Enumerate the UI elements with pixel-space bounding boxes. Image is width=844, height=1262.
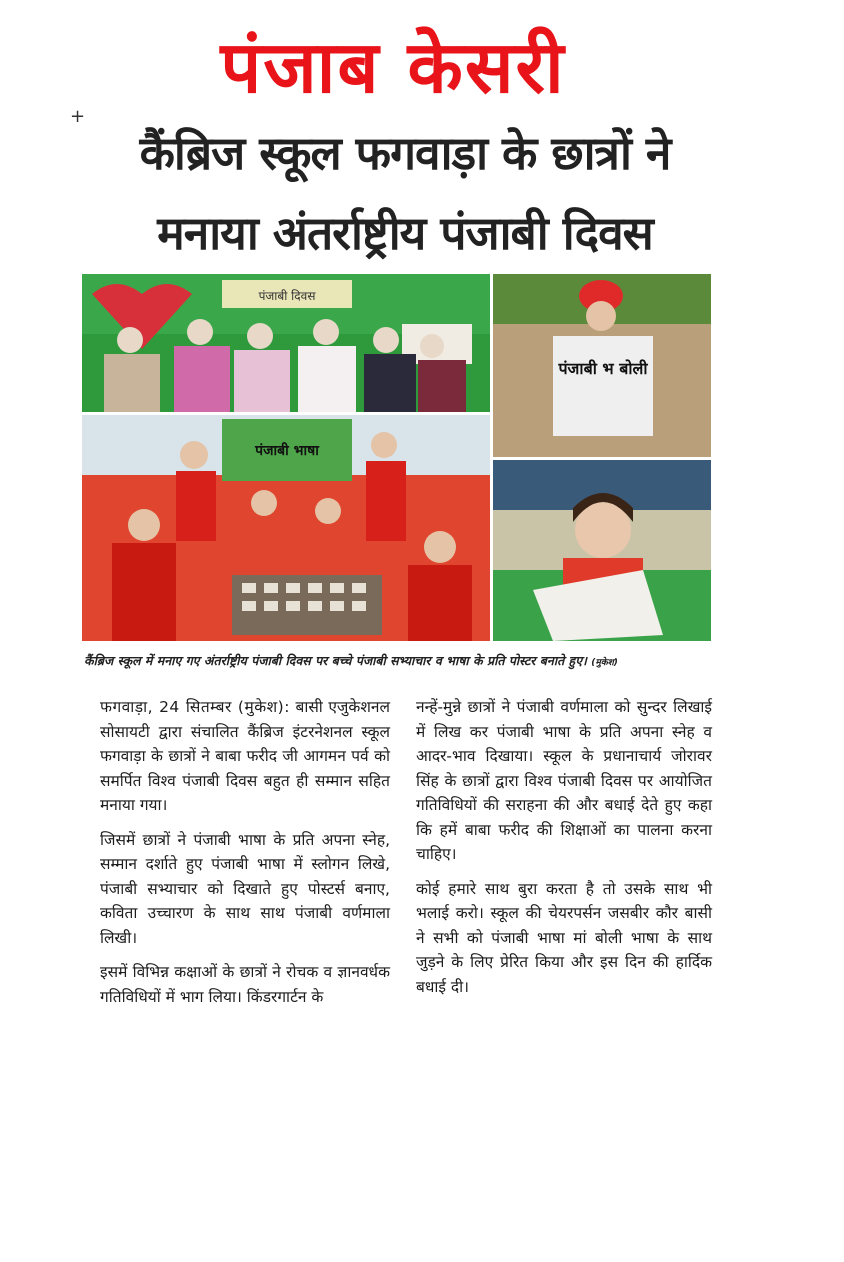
caption-text: कैंब्रिज स्कूल में मनाए गए अंतर्राष्ट्रीय पंजाबी दिवस पर बच्चे पंजाबी सभ्याचार व भाषा के प्रति पोस्टर बनाते हुए। [84,653,587,668]
photo-teachers-group [82,274,490,412]
photo-caption [84,648,724,676]
photo-board-label: पंजाबी दिवस [258,289,316,303]
photo-girl-paper [493,460,711,641]
banner-label: पंजाबी भाषा [255,443,319,459]
headline-line-2: मनाया अंतर्राष्ट्रीय पंजाबी दिवस [157,206,653,260]
article-paragraph-3: इसमें विभिन्न कक्षाओं के छात्रों ने रोचक व ज्ञानवर्धक गतिविधियों में भाग लिया। किंडरगार्टन के [100,963,390,1006]
photo-children-letters [82,415,490,641]
registration-mark: + [70,106,86,127]
caption-credit: (मुकेश) [591,658,618,668]
article-paragraph-1 [100,695,390,818]
article-column-2 [416,695,712,1009]
article-paragraph-5: कोई हमारे साथ बुरा करता है तो उसके साथ भी भलाई करो। स्कूल की चेयरपर्सन जसबीर कौर बासी ने सभी को पंजाबी भाषा मां बोली भाषा के साथ जुड़ने के लिए प्रेरित किया और इस दिन की हार्दिक बधाई दी। [416,879,712,996]
masthead-title: पंजाब केसरी [220,25,566,109]
article-paragraph-4: नन्हें-मुन्ने छात्रों ने पंजाबी वर्णमाला को सुन्दर लिखाई में लिख कर पंजाबी भाषा के प्रति अपना स्नेह व आदर-भाव दिखाया। स्कूल के प्रधानाचार्य जोरावर सिंह के छात्रों द्वारा विश्व पंजाबी दिवस पर आयोजित गतिविधियों की सराहना की और बधाई देते हुए कहा कि हमें बाबा फरीद की शिक्षाओं का पालना करना चाहिए। [416,698,712,863]
article-column-1 [100,695,390,1019]
article-paragraph-2: जिसमें छात्रों ने पंजाबी भाषा के प्रति अपना स्नेह, सम्मान दर्शाते हुए पंजाबी भाषा में स्लोगन लिखे, पंजाबी सभ्याचार को दिखाते हुए पोस्टर्स बनाए, कविता उच्चारण के साथ साथ पंजाबी वर्णमाला लिखी। [100,830,390,947]
placard-label: पंजाबी भ बोली [558,359,648,378]
article-dateline: फगवाड़ा, 24 सितम्बर (मुकेश): [100,698,290,716]
headline-line-1: कैंब्रिज स्कूल फगवाड़ा के छात्रों ने [139,126,671,180]
photo-boy-placard [493,274,711,457]
article-paragraph-1-text: बासी एजुकेशनल सोसायटी द्वारा संचालित कैंब्रिज इंटरनेशनल स्कूल फगवाड़ा के छात्रों ने बाबा फरीद जी आगमन पर्व को समर्पित विश्व पंजाबी दिवस बहुत ही सम्मान सहित मनाया गया। [100,698,390,814]
